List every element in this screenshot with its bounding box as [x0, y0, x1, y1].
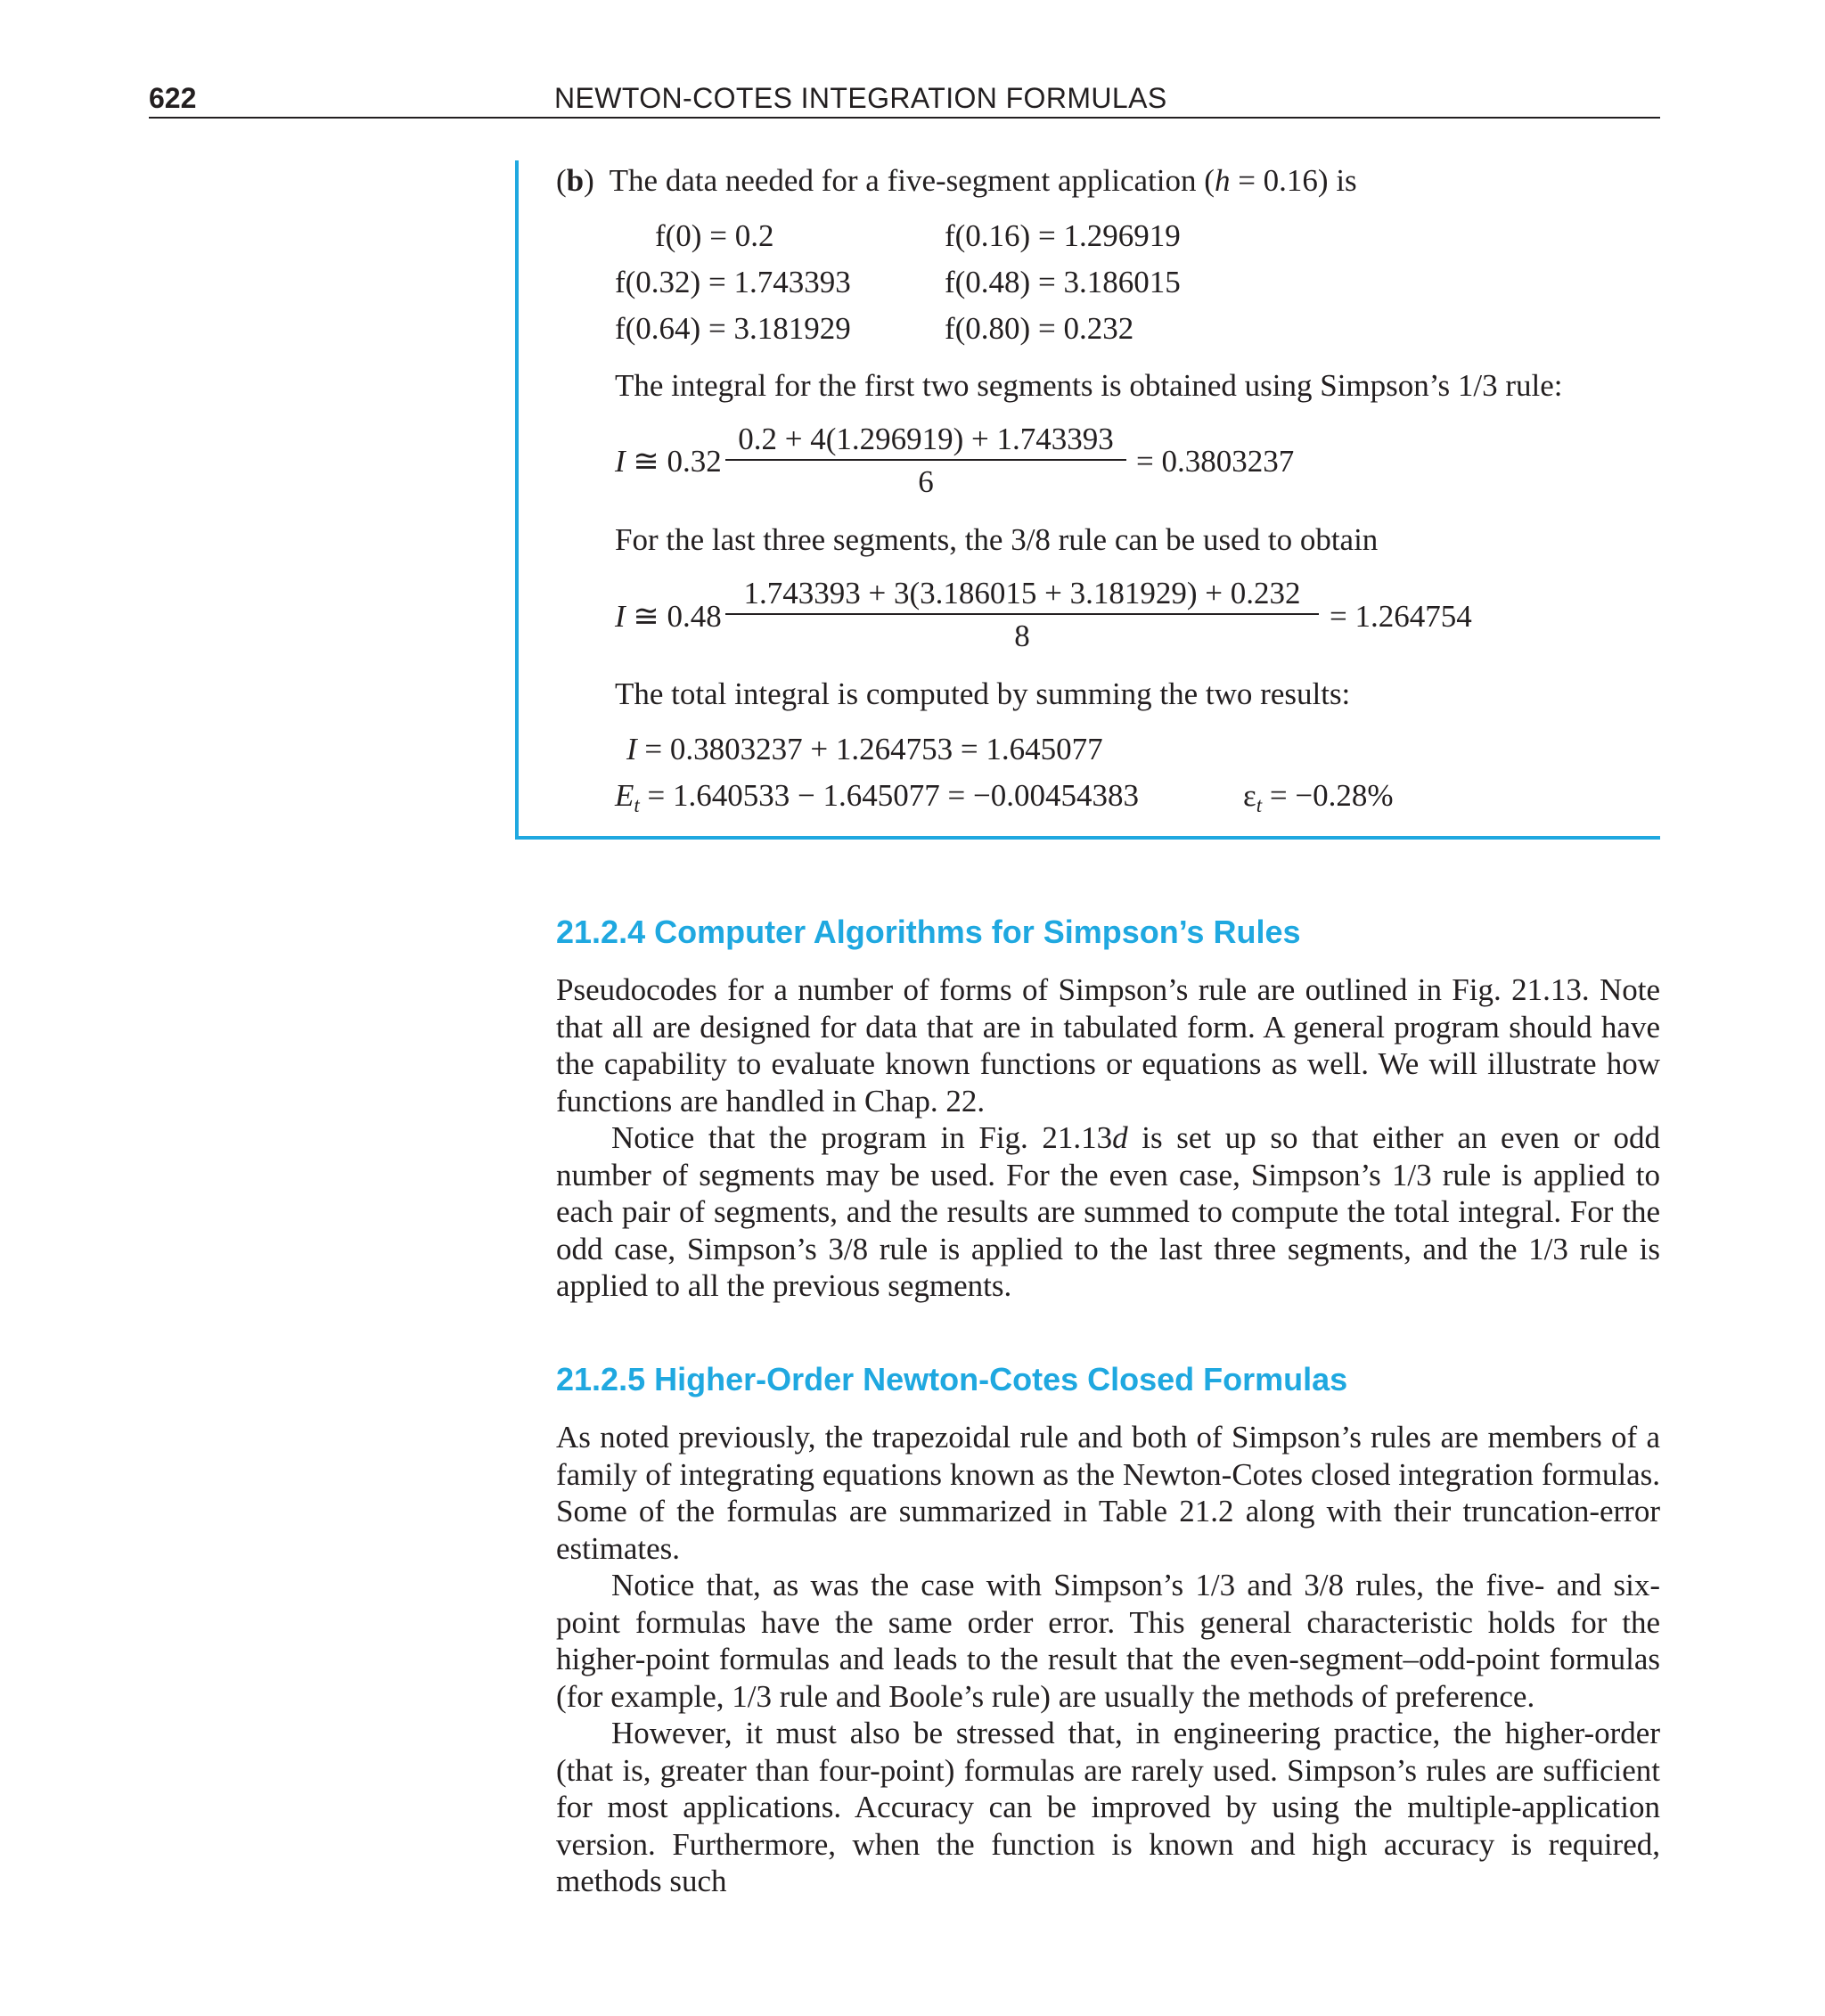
data-value: f(0.64) = 3.181929 — [615, 311, 851, 346]
data-value: f(0) = 0.2 — [655, 218, 774, 253]
total-integral: I = 0.3803237 + 1.264753 = 1.645077 — [626, 732, 1103, 766]
section-heading-21-2-4: 21.2.4 Computer Algorithms for Simpson’s Rules — [556, 914, 1301, 950]
simpson13-intro: The integral for the first two segments is obtained using Simpson’s 1/3 rule: — [615, 368, 1563, 403]
part-label: b — [566, 163, 585, 198]
example-intro: (b) The data needed for a five-segment application (h = 0.16) is — [556, 163, 1357, 198]
equation-2-fraction — [725, 575, 1319, 654]
fraction-bar — [725, 459, 1126, 461]
section-heading-21-2-5: 21.2.5 Higher-Order Newton-Cotes Closed Formulas — [556, 1361, 1348, 1397]
equation-2-result: = 1.264754 — [1330, 599, 1472, 634]
simpson38-intro: For the last three segments, the 3/8 rule can be used to obtain — [615, 522, 1379, 557]
paragraph: Pseudocodes for a number of forms of Simpson’s rule are outlined in Fig. 21.13. Note that all are designed for data that are in tabulated form. A general program should have the capability to evaluate known functions or equations as well. We will illustrate how functions are handled in Chap. 22. — [556, 972, 1660, 1119]
section-21-2-4-body — [556, 971, 1660, 1305]
example-bottom-rule — [515, 836, 1660, 840]
example-left-rule — [515, 160, 519, 840]
paragraph: Notice that, as was the case with Simpson’s 1/3 and 3/8 rules, the five- and six-point formulas have the same order error. This general characteristic holds for the higher-point formulas and leads to the result that the even-segment–odd-point formulas (for example, 1/3 rule and Boole’s rule) are usually the methods of preference. — [556, 1568, 1660, 1714]
data-value: f(0.48) = 3.186015 — [945, 265, 1181, 299]
equation-2-denominator: 8 — [1014, 618, 1030, 653]
data-value: f(0.32) = 1.743393 — [615, 265, 851, 299]
step-size-symbol: h — [1214, 163, 1231, 198]
true-error: $E_t = 1.640533 - 1.645077 = -0.00454383$ — [615, 778, 1139, 816]
equation-1-lhs: I ≅ 0.32 — [615, 444, 722, 479]
equation-2-numerator: 1.743393 + 3(3.186015 + 3.181929) + 0.232 — [743, 576, 1301, 611]
equation-2-lhs: I ≅ 0.48 — [615, 599, 722, 634]
relative-error: $\varepsilon_t = -0.28\%$ — [1243, 778, 1394, 816]
paragraph: As noted previously, the trapezoidal rule and both of Simpson’s rules are members of a family of integrating equations known as the Newton-Cotes closed integration formulas. Some of the formulas are summarized in Table 21.2 along with their truncation-error estimates. — [556, 1420, 1660, 1566]
equation-1-numerator: 0.2 + 4(1.296919) + 1.743393 — [738, 422, 1114, 456]
data-value: f(0.80) = 0.232 — [945, 311, 1134, 346]
page-number: 622 — [149, 82, 197, 114]
running-title: NEWTON-COTES INTEGRATION FORMULAS — [554, 82, 1167, 114]
fraction-bar — [725, 613, 1319, 615]
paragraph: Notice that the program in Fig. 21.13d is set up so that either an even or odd number of segments may be used. For the even case, Simpson’s 1/3 rule is applied to each pair of segments, and the results are summed to compute the total integral. For the odd case, Simpson’s 3/8 rule is applied to the last three segments, and the 1/3 rule is applied to all the previous segments. — [556, 1120, 1660, 1303]
data-value: f(0.16) = 1.296919 — [945, 218, 1181, 253]
equation-1-result: = 0.3803237 — [1136, 444, 1295, 479]
equation-1-denominator: 6 — [918, 463, 934, 499]
total-intro: The total integral is computed by summing the two results: — [615, 676, 1351, 711]
section-21-2-5-body — [556, 1419, 1660, 1900]
equation-1-fraction — [725, 421, 1126, 500]
paragraph: However, it must also be stressed that, in engineering practice, the higher-order (that is, greater than four-point) formulas are rarely used. Simpson’s rules are sufficient for most applications. Accuracy can be improved by using the multiple-application version. Furthermore, when the function is known and high accuracy is required, methods such — [556, 1716, 1660, 1898]
header-rule — [149, 117, 1660, 119]
